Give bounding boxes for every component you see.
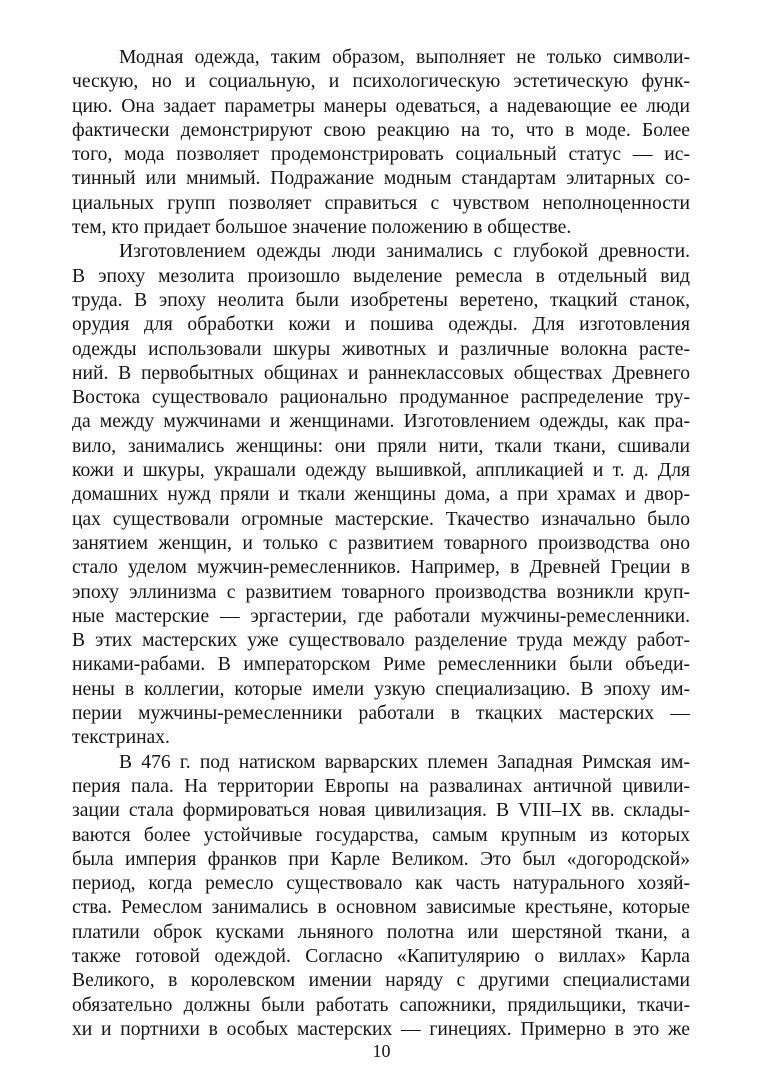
paragraph-3 xyxy=(72,751,690,1043)
text-line: домашних нужд пряли и ткали женщины дома, а при храмах и двор- xyxy=(72,484,690,506)
text-line: перия пала. На территории Европы на развалинах античной цивили- xyxy=(72,775,690,797)
text-line: В 476 г. под натиском варварских племен Западная Римская им- xyxy=(119,751,690,773)
text-line: ные мастерские — эргастерии, где работали мужчины-ремесленники. xyxy=(72,605,690,627)
text-line: занятием женщин, и только с развитием товарного производства оно xyxy=(72,532,690,554)
text-line: труда. В эпоху неолита были изобретены веретено, ткацкий станок, xyxy=(72,289,690,311)
text-line: циальных групп позволяет справиться с чувством неполноценности xyxy=(72,192,690,214)
text-line: тем, кто придает большое значение положению в обществе. xyxy=(72,217,572,239)
text-line: кожи и шкуры, украшали одежду вышивкой, аппликацией и т. д. Для xyxy=(72,460,690,482)
text-line: хи и портнихи в особых мастерских — гинециях. Примерно в это же xyxy=(72,1018,690,1040)
text-line: одежды использовали шкуры животных и различные волокна расте- xyxy=(72,338,690,360)
text-line: стало уделом мужчин-ремесленников. Например, в Древней Греции в xyxy=(72,557,690,579)
text-line: Великого, в королевском имении наряду с другими специалистами xyxy=(72,970,690,992)
text-line: эпоху эллинизма с развитием товарного производства возникли круп- xyxy=(72,581,690,603)
text-line: В этих мастерских уже существовало разделение труда между работ- xyxy=(72,630,690,652)
text-line: период, когда ремесло существовало как часть натурального хозяй- xyxy=(72,873,690,895)
text-line: ческую, но и социальную, и психологическую эстетическую функ- xyxy=(72,71,690,93)
page-body xyxy=(72,46,690,1042)
text-line: фактически демонстрируют свою реакцию на то, что в моде. Более xyxy=(72,119,690,141)
text-line: того, мода позволяет продемонстрировать социальный статус — ис- xyxy=(72,144,690,166)
text-line: В эпоху мезолита произошло выделение ремесла в отдельный вид xyxy=(72,265,690,287)
text-line: цах существовали огромные мастерские. Ткачество изначально было xyxy=(72,508,690,530)
text-line: также готовой одеждой. Согласно «Капитулярию о виллах» Карла xyxy=(72,945,690,967)
text-line: текстринах. xyxy=(72,727,170,749)
text-line: перии мужчины-ремесленники работали в ткацких мастерских — xyxy=(72,703,690,725)
text-line: была империя франков при Карле Великом. Это был «догородской» xyxy=(72,848,690,870)
text-line: вило, занимались женщины: они пряли нити, ткали ткани, сшивали xyxy=(72,435,690,457)
text-line: орудия для обработки кожи и пошива одежды. Для изготовления xyxy=(72,314,690,336)
page-number: 10 xyxy=(372,1041,391,1061)
text-line: никами-рабами. В императорском Риме ремесленники были объеди- xyxy=(72,654,690,676)
text-line: ства. Ремеслом занимались в основном зависимые крестьяне, которые xyxy=(72,897,690,919)
text-line: тинный или мнимый. Подражание модным стандартам элитарных со- xyxy=(72,168,690,190)
text-line: платили оброк кусками льняного полотна или шерстяной ткани, а xyxy=(72,921,690,943)
text-line: ний. В первобытных общинах и раннеклассовых обществах Древнего xyxy=(72,362,690,384)
text-line: зации стала формироваться новая цивилизация. В VIII–IX вв. склады- xyxy=(72,800,690,822)
text-line: нены в коллегии, которые имели узкую специализацию. В эпоху им- xyxy=(72,678,690,700)
text-line: да между мужчинами и женщинами. Изготовлением одежды, как пра- xyxy=(72,411,690,433)
text-line: обязательно должны были работать сапожники, прядильщики, ткачи- xyxy=(72,994,690,1016)
paragraph-2 xyxy=(72,240,690,750)
text-line: Изготовлением одежды люди занимались с глубокой древности. xyxy=(119,241,690,263)
text-line: Модная одежда, таким образом, выполняет не только символи- xyxy=(119,47,690,68)
text-line: цию. Она задает параметры манеры одеваться, а надевающие ее люди xyxy=(72,95,690,117)
paragraph-1 xyxy=(72,46,690,240)
text-line: ваются более устойчивые государства, самым крупным из которых xyxy=(72,824,690,846)
text-line: Востока существовало рационально продуманное распределение тру- xyxy=(72,387,690,409)
